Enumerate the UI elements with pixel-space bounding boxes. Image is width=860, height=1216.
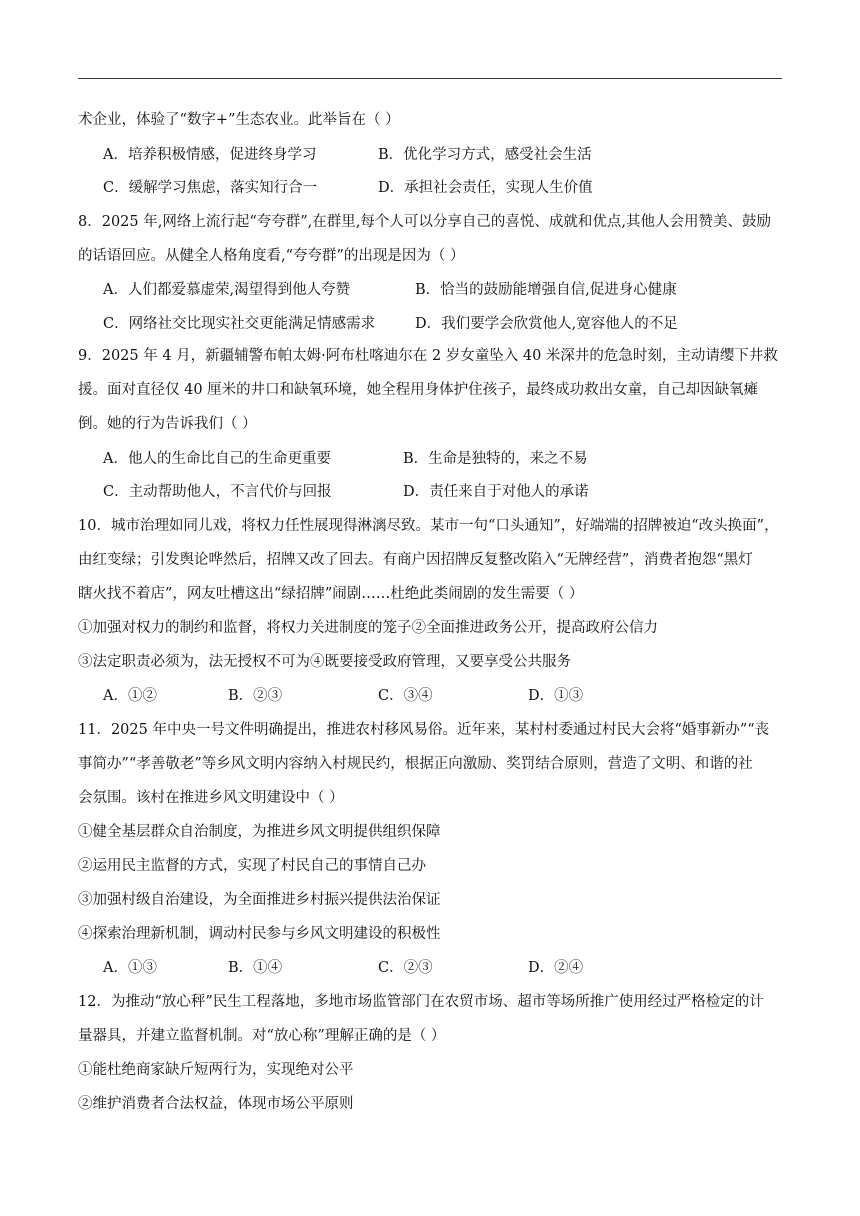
question-11-statement-1: ①健全基层群众自治制度，为推进乡风文明提供组织保障 xyxy=(78,824,441,840)
option-d: D．承担社会责任，实现人生价值 xyxy=(378,180,593,196)
option-a: A．①③ xyxy=(103,960,157,976)
option-d: D．②④ xyxy=(528,960,584,976)
question-11-statement-2: ②运用民主监督的方式，实现了村民自己的事情自己办 xyxy=(78,858,426,874)
question-7-stem: 术企业，体验了“数字+”生态农业。此举旨在（ ） xyxy=(78,112,400,128)
option-a: A．他人的生命比自己的生命更重要 xyxy=(103,451,331,467)
question-11-stem-line-3: 会氛围。该村在推进乡风文明建设中（ ） xyxy=(78,790,344,806)
question-10-statements-3-4: ③法定职责必须为，法无授权不可为④既要接受政府管理，又要享受公共服务 xyxy=(78,654,571,670)
question-9-stem-line-1: 9．2025 年 4 月，新疆辅警布帕太姆·阿布杜喀迪尔在 2 岁女童坠入 40 米深井的危急时刻，主动请缨下井救 xyxy=(78,348,778,364)
option-a: A．培养积极情感，促进终身学习 xyxy=(103,147,317,163)
option-d: D．①③ xyxy=(528,688,584,704)
option-c: C．缓解学习焦虑，落实知行合一 xyxy=(103,180,318,196)
question-11-statement-4: ④探索治理新机制，调动村民参与乡风文明建设的积极性 xyxy=(78,926,441,942)
option-b: B．①④ xyxy=(228,960,283,976)
question-12-statement-1: ①能杜绝商家缺斤短两行为，实现绝对公平 xyxy=(78,1062,354,1078)
question-12-statement-2: ②维护消费者合法权益，体现市场公平原则 xyxy=(78,1096,354,1112)
question-10-stem-line-1: 10．城市治理如同儿戏，将权力任性展现得淋漓尽致。某市一句“口头通知”，好端端的招牌被迫“改头换面”， xyxy=(78,518,779,534)
option-c: C．网络社交比现实社交更能满足情感需求 xyxy=(103,316,376,332)
question-10-stem-line-3: 瞎火找不着店”，网友吐槽这出“绿招牌”闹剧……杜绝此类闹剧的发生需要（ ） xyxy=(78,586,584,602)
option-b: B．生命是独特的，来之不易 xyxy=(403,451,588,467)
question-11-stem-line-1: 11．2025 年中央一号文件明确提出，推进农村移风易俗。近年来，某村村委通过村民大会将“婚事新办”“丧 xyxy=(78,722,770,738)
question-11-stem-line-2: 事简办”“孝善敬老”等乡风文明内容纳入村规民约，根据正向激励、奖罚结合原则，营造了文明、和谐的社 xyxy=(78,756,753,772)
header-rule xyxy=(78,78,782,79)
question-12-stem-line-2: 量器具，并建立监督机制。对“放心称”理解正确的是（ ） xyxy=(78,1028,446,1044)
option-a: A．①② xyxy=(103,688,157,704)
question-10-statements-1-2: ①加强对权力的制约和监督，将权力关进制度的笼子②全面推进政务公开，提高政府公信力 xyxy=(78,620,658,636)
option-a: A．人们都爱慕虚荣,渴望得到他人夸赞 xyxy=(103,282,351,298)
question-11-statement-3: ③加强村级自治建设，为全面推进乡村振兴提供法治保证 xyxy=(78,892,441,908)
question-12-stem-line-1: 12．为推动“放心秤”民生工程落地，多地市场监管部门在农贸市场、超市等场所推广使用经过严格检定的计 xyxy=(78,994,764,1010)
option-b: B．②③ xyxy=(228,688,283,704)
option-d: D．我们要学会欣赏他人,宽容他人的不足 xyxy=(415,316,678,332)
option-c: C．③④ xyxy=(378,688,433,704)
option-c: C．②③ xyxy=(378,960,433,976)
option-d: D．责任来自于对他人的承诺 xyxy=(403,484,589,500)
question-8-stem-line-1: 8．2025 年,网络上流行起“夸夸群”,在群里,每个人可以分享自己的喜悦、成就和优点,其他人会用赞美、鼓励 xyxy=(78,214,771,230)
option-b: B．优化学习方式，感受社会生活 xyxy=(378,147,592,163)
question-9-stem-line-2: 援。面对直径仅 40 厘米的井口和缺氧环境，她全程用身体护住孩子，最终成功救出女童，自己却因缺氧瘫 xyxy=(78,382,759,398)
option-b: B．恰当的鼓励能增强自信,促进身心健康 xyxy=(415,282,677,298)
question-8-stem-line-2: 的话语回应。从健全人格角度看,“夸夸群”的出现是因为（ ） xyxy=(78,248,465,264)
question-10-stem-line-2: 由红变绿；引发舆论哗然后，招牌又改了回去。有商户因招牌反复整改陷入“无牌经营”，消费者抱怨“黑灯 xyxy=(78,552,753,568)
question-9-stem-line-3: 倒。她的行为告诉我们（ ） xyxy=(78,416,257,432)
option-c: C．主动帮助他人，不言代价与回报 xyxy=(103,484,332,500)
